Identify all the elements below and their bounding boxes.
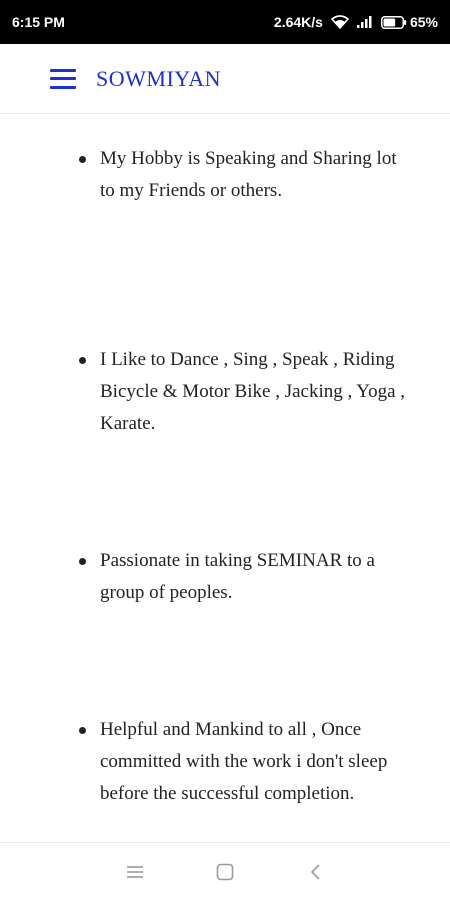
home-icon[interactable]	[210, 857, 240, 887]
battery-indicator	[381, 14, 438, 30]
hamburger-menu-icon[interactable]	[50, 69, 76, 89]
bullet-icon	[79, 156, 86, 163]
signal-icon	[357, 16, 373, 28]
list-item	[100, 545, 410, 609]
battery-percent: 65%	[409, 14, 438, 30]
list-item-text: My Hobby is Speaking and Sharing lot to my Friends or others.	[100, 148, 397, 201]
bullet-icon	[79, 357, 86, 364]
app-header	[0, 44, 450, 114]
list-item	[100, 344, 410, 440]
list-item-text: Passionate in taking SEMINAR to a group of peoples.	[100, 550, 375, 603]
bullet-icon	[79, 558, 86, 565]
system-nav-bar	[0, 842, 450, 900]
status-indicators	[274, 14, 438, 30]
list-item	[100, 143, 410, 207]
hobbies-content	[0, 115, 450, 842]
status-time: 6:15 PM	[12, 14, 65, 30]
wifi-icon	[331, 15, 349, 29]
recent-apps-icon[interactable]	[120, 857, 150, 887]
status-bar	[0, 0, 450, 44]
bullet-icon	[79, 727, 86, 734]
network-speed: 2.64K/s	[273, 14, 323, 30]
list-item-text: Helpful and Mankind to all , Once committed with the work i don't sleep before the successful completion.	[100, 719, 388, 804]
list-item-text: I Like to Dance , Sing , Speak , Riding Bicycle & Motor Bike , Jacking , Yoga , Karate.	[100, 349, 406, 434]
battery-icon	[381, 16, 407, 29]
site-title[interactable]: SOWMIYAN	[96, 65, 221, 91]
list-item	[100, 714, 410, 810]
back-icon[interactable]	[300, 857, 330, 887]
